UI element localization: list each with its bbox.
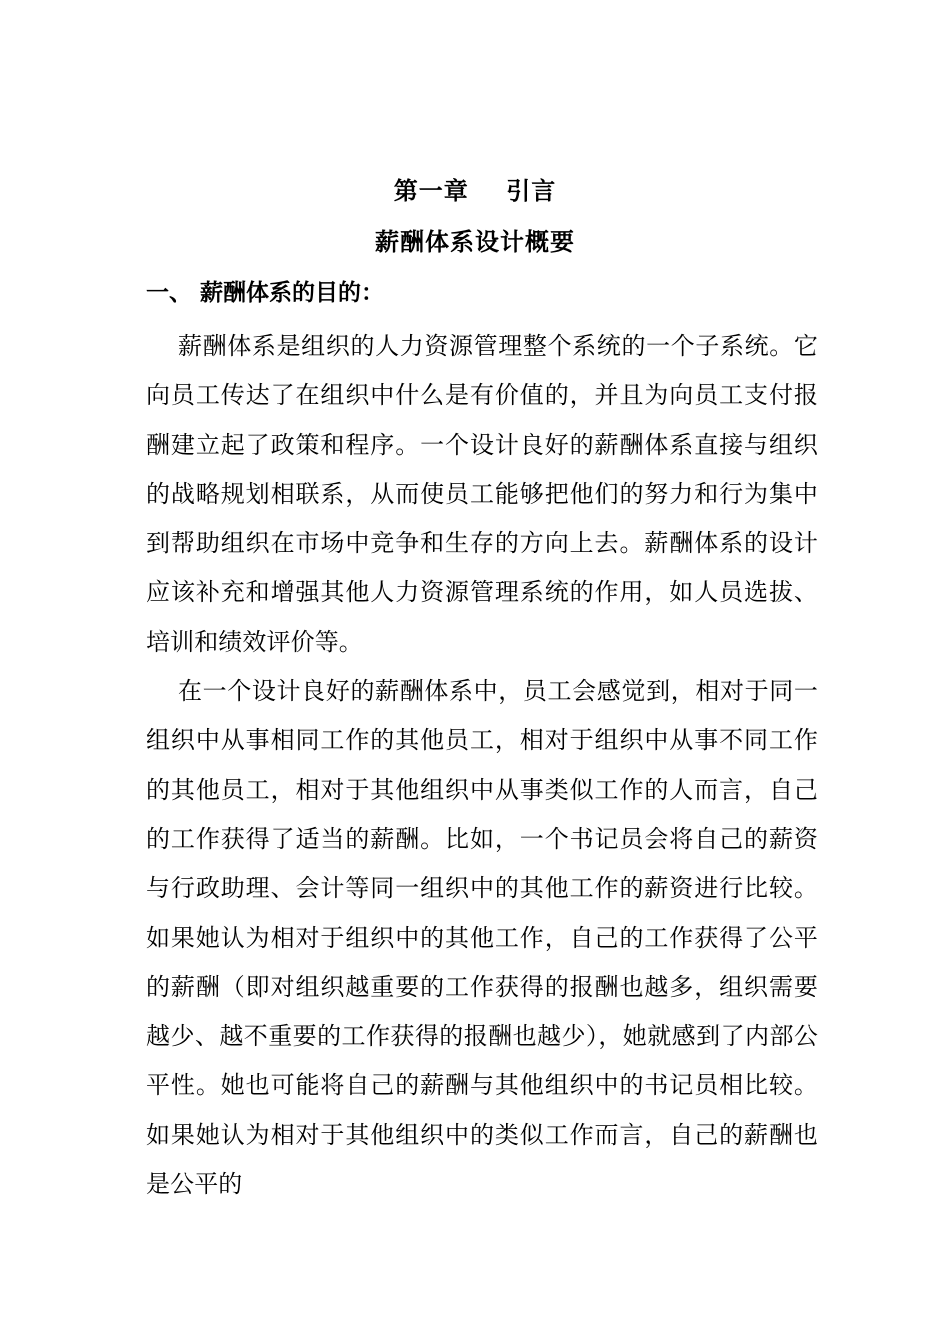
section-heading: 一、 薪酬体系的目的： [146, 280, 385, 306]
body-text [146, 322, 818, 1209]
paragraph: 在一个设计良好的薪酬体系中，员工会感觉到，相对于同一组织中从事相同工作的其他员工，相对于组织中从事不同工作的其他员工，相对于其他组织中从事类似工作的人而言，自己的工作获得了适当的薪酬。比如，一个书记员会将自己的薪资与行政助理、会计等同一组织中的其他工作的薪资进行比较。如果她认为相对于组织中的其他工作，自己的工作获得了公平的薪酬（即对组织越重要的工作获得的报酬也越多，组织需要越少、越不重要的工作获得的报酬也越少），她就感到了内部公平性。她也可能将自己的薪酬与其他组织中的书记员相比较。如果她认为相对于其他组织中的类似工作而言，自己的薪酬也是公平的 [146, 677, 818, 1199]
chapter-title: 第一章 引言 [393, 177, 557, 205]
document-subtitle: 薪酬体系设计概要 [375, 228, 575, 256]
paragraph: 薪酬体系是组织的人力资源管理整个系统的一个子系统。它向员工传达了在组织中什么是有价值的，并且为向员工支付报酬建立起了政策和程序。一个设计良好的薪酬体系直接与组织的战略规划相联系，从而使员工能够把他们的努力和行为集中到帮助组织在市场中竞争和生存的方向上去。薪酬体系的设计应该补充和增强其他人力资源管理系统的作用，如人员选拔、培训和绩效评价等。 [146, 332, 818, 656]
